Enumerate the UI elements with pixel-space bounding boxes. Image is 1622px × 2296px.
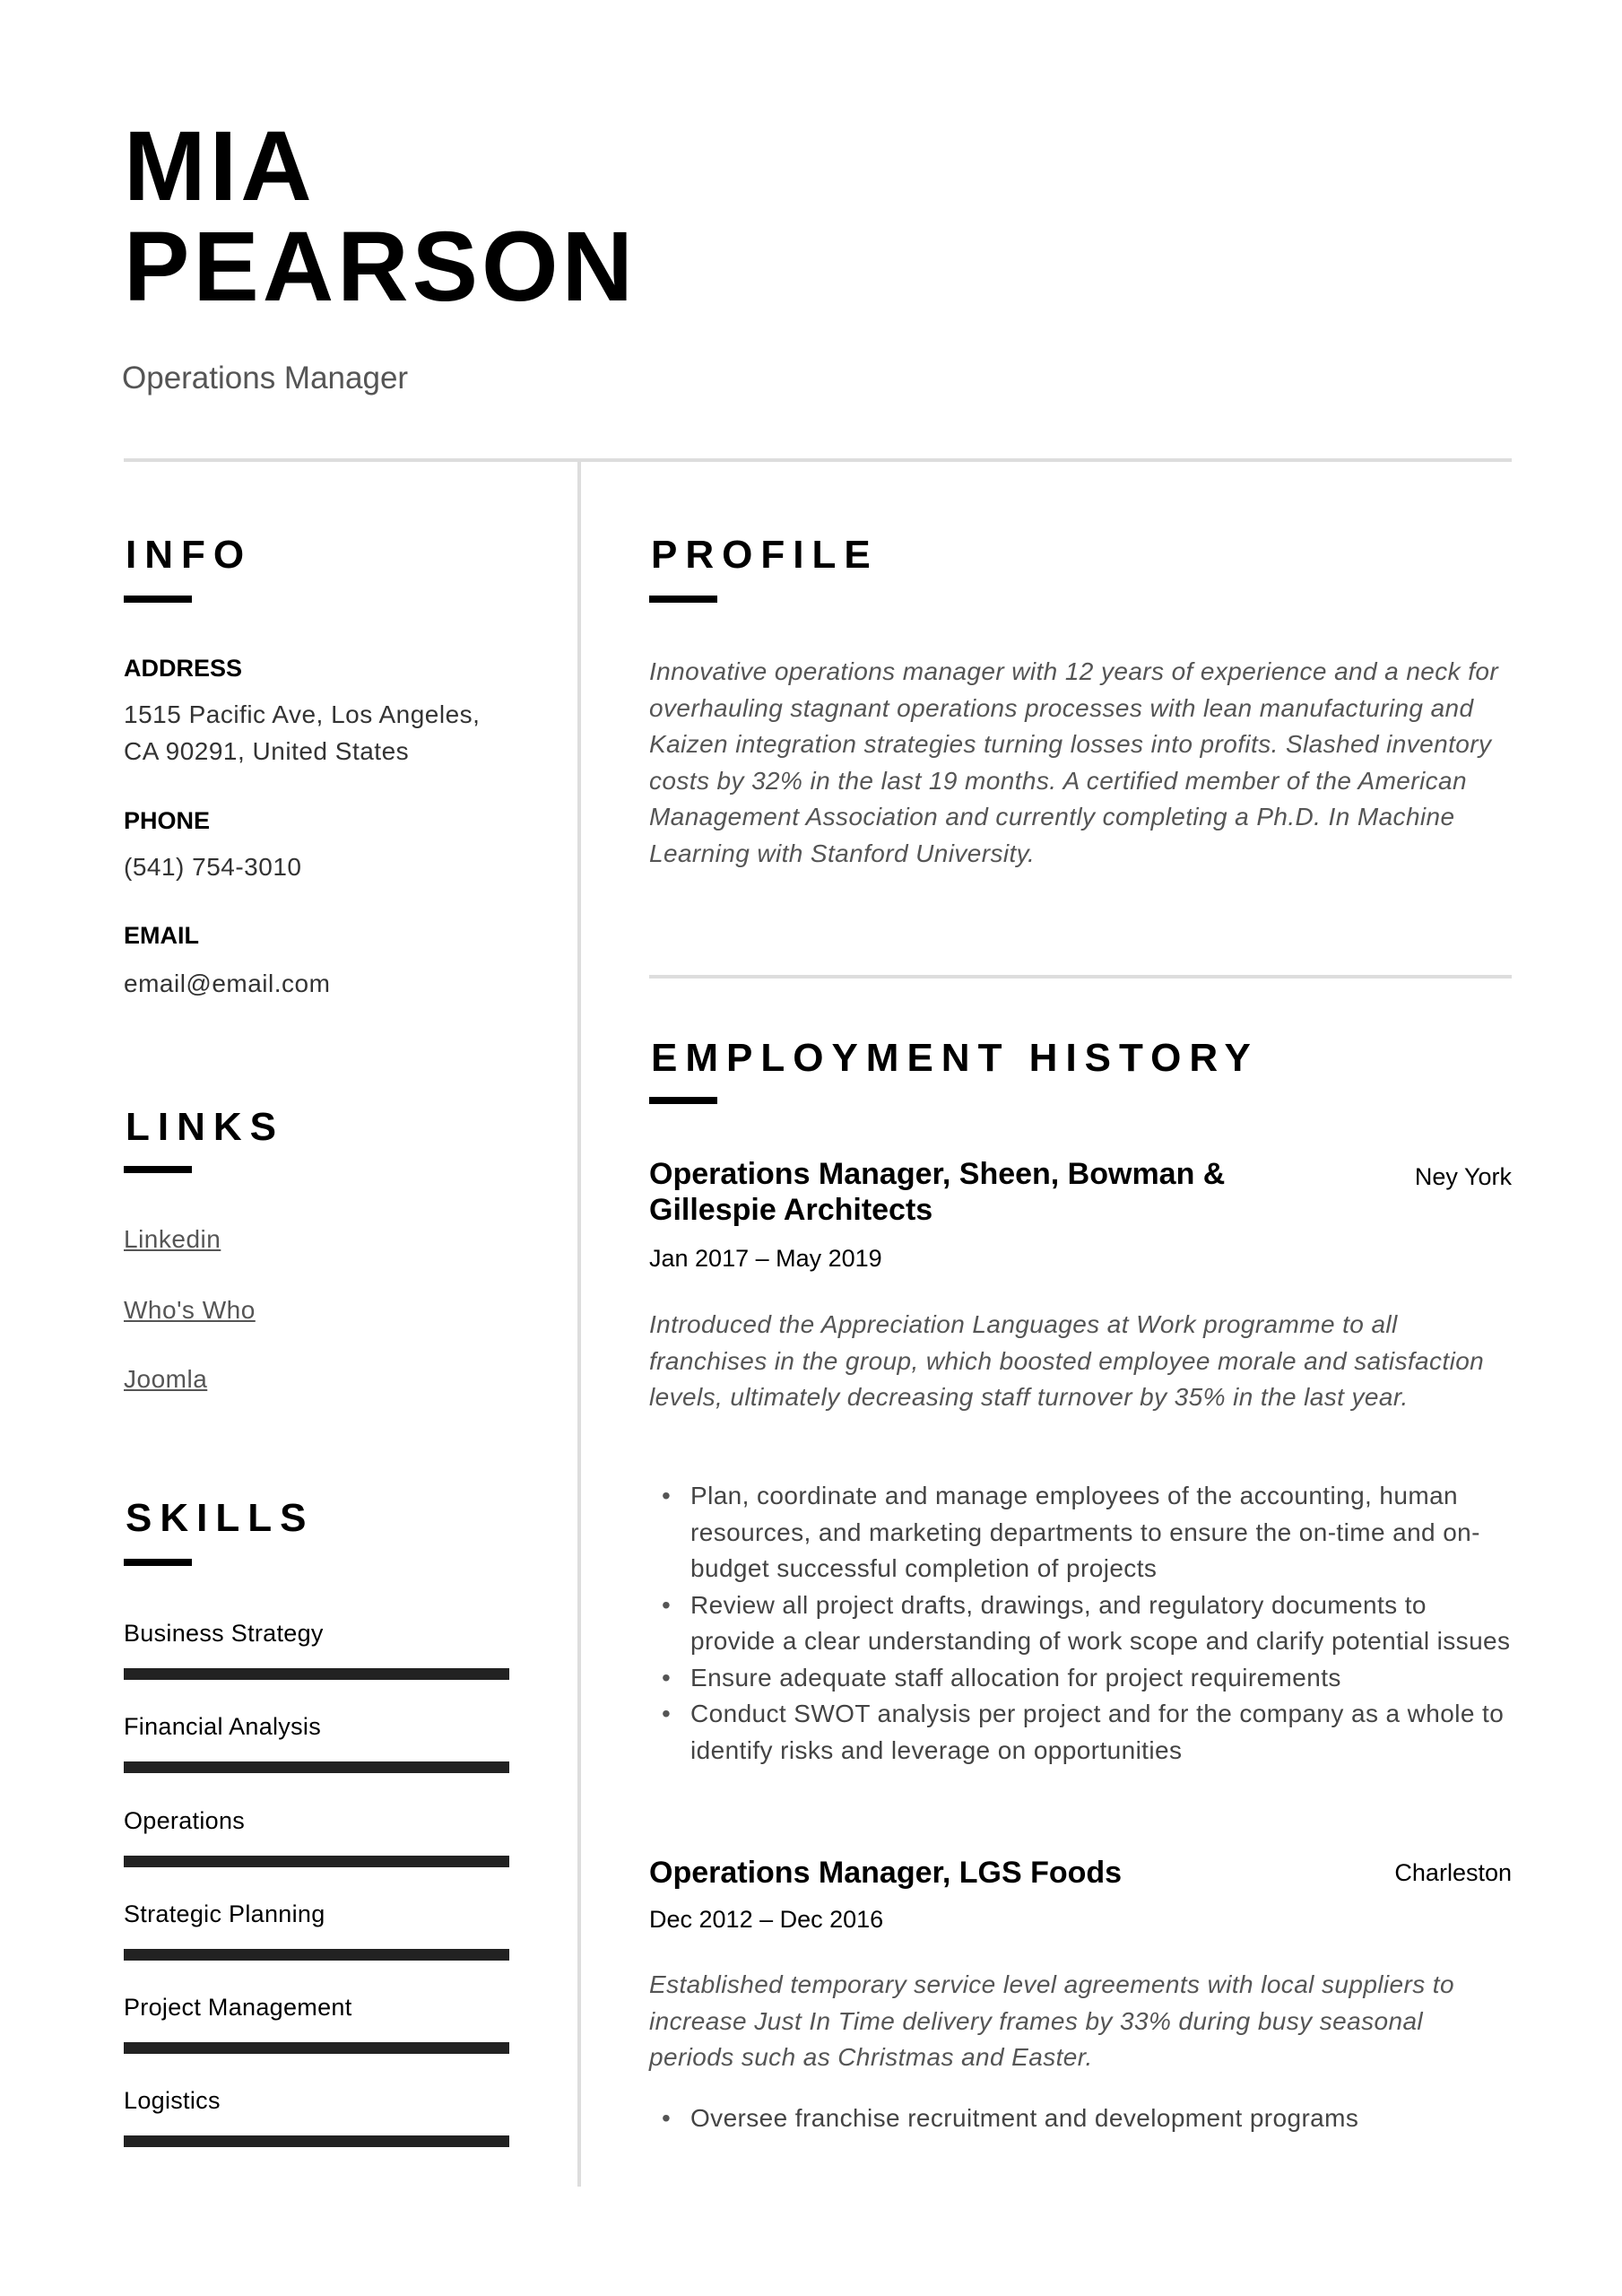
job-title: Operations Manager, LGS Foods [649,1856,1123,1890]
skill-label: Operations [124,1807,246,1834]
bullet-item: • Ensure adequate staff allocation for project requirements [649,1660,1512,1697]
employment-underline [649,1097,717,1104]
skill-label: Project Management [124,1994,352,2021]
links-heading: LINKS [126,1105,284,1149]
profile-underline [649,596,717,603]
email-value: email@email.com [124,970,331,997]
phone-value: (541) 754-3010 [124,853,302,881]
skills-underline [124,1559,192,1566]
address-value [124,696,480,770]
phone-label: PHONE [124,807,211,834]
job-dates: Jan 2017 – May 2019 [649,1245,882,1272]
info-underline [124,596,192,603]
skill-level-bar [124,2042,509,2054]
link-whos-who[interactable]: Who's Who [124,1296,256,1324]
bullet-item: • Oversee franchise recruitment and development programs [649,2100,1512,2137]
job-description: Introduced the Appreciation Languages at Work programme to all franchises in the group, which boosted employee morale and satisfaction levels, ultimately decreasing staff turnover by 35% in the last year. [649,1310,1485,1411]
skill-item [124,1711,509,1773]
email-label: EMAIL [124,922,199,949]
skill-item [124,2085,509,2147]
skill-item [124,1618,509,1680]
skill-item [124,1992,509,2054]
bullet-item: • Conduct SWOT analysis per project and for the company as a whole to identify risks and leverage on opportunities [649,1696,1512,1769]
skill-level-bar [124,1761,509,1773]
profile-heading: PROFILE [651,533,879,577]
job-bullets [649,2100,1512,2137]
header-divider [124,458,1512,462]
column-divider [577,460,581,2187]
job-title: Operations Manager [122,361,409,396]
address-label: ADDRESS [124,655,243,682]
first-name: MIA [124,111,316,222]
skill-label: Logistics [124,2087,221,2114]
link-linkedin[interactable]: Linkedin [124,1225,221,1253]
bullet-item: • Plan, coordinate and manage employees of the accounting, human resources, and marketing departments to ensure the on-time and on-budget successful completion of projects [649,1478,1512,1587]
address-line: 1515 Pacific Ave, Los Angeles, [124,700,481,728]
candidate-name [124,111,637,322]
job-location: Charleston [1394,1859,1512,1886]
profile-text: Innovative operations manager with 12 years of experience and a neck for overhauling stagnant operations processes with lean manufacturing and Kaizen integration strategies turning losses into profits. Slashed inventory costs by 32% in the last 19 months. A certified member of the American Management Association and currently completing a Ph.D. In Machine Learning with Stanford University. [649,657,1499,867]
job-title: Operations Manager, Sheen, Bowman & Gillespie Architects [649,1157,1226,1227]
skill-level-bar [124,1856,509,1867]
bullet-item: • Review all project drafts, drawings, and regulatory documents to provide a clear understanding of work scope and clarify potential issues [649,1587,1512,1660]
link-joomla[interactable]: Joomla [124,1365,208,1393]
job-dates: Dec 2012 – Dec 2016 [649,1906,884,1933]
skill-item [124,1805,509,1867]
skill-label: Business Strategy [124,1620,324,1647]
last-name: PEARSON [124,212,637,322]
profile-divider [649,975,1512,978]
info-heading: INFO [126,533,253,577]
links-underline [124,1166,192,1173]
skills-heading: SKILLS [126,1496,315,1540]
skill-label: Financial Analysis [124,1713,322,1740]
job-location: Ney York [1414,1163,1512,1190]
job-description: Established temporary service level agreements with local suppliers to increase Just In Time delivery frames by 33% during busy seasonal periods such as Christmas and Easter. [649,1970,1454,2071]
job-bullets [649,1478,1512,1769]
skill-level-bar [124,2135,509,2147]
skill-item [124,1899,509,1961]
skill-level-bar [124,1949,509,1961]
skill-label: Strategic Planning [124,1900,325,1927]
employment-heading: EMPLOYMENT HISTORY [651,1036,1259,1080]
address-line: CA 90291, United States [124,737,410,765]
skill-level-bar [124,1668,509,1680]
